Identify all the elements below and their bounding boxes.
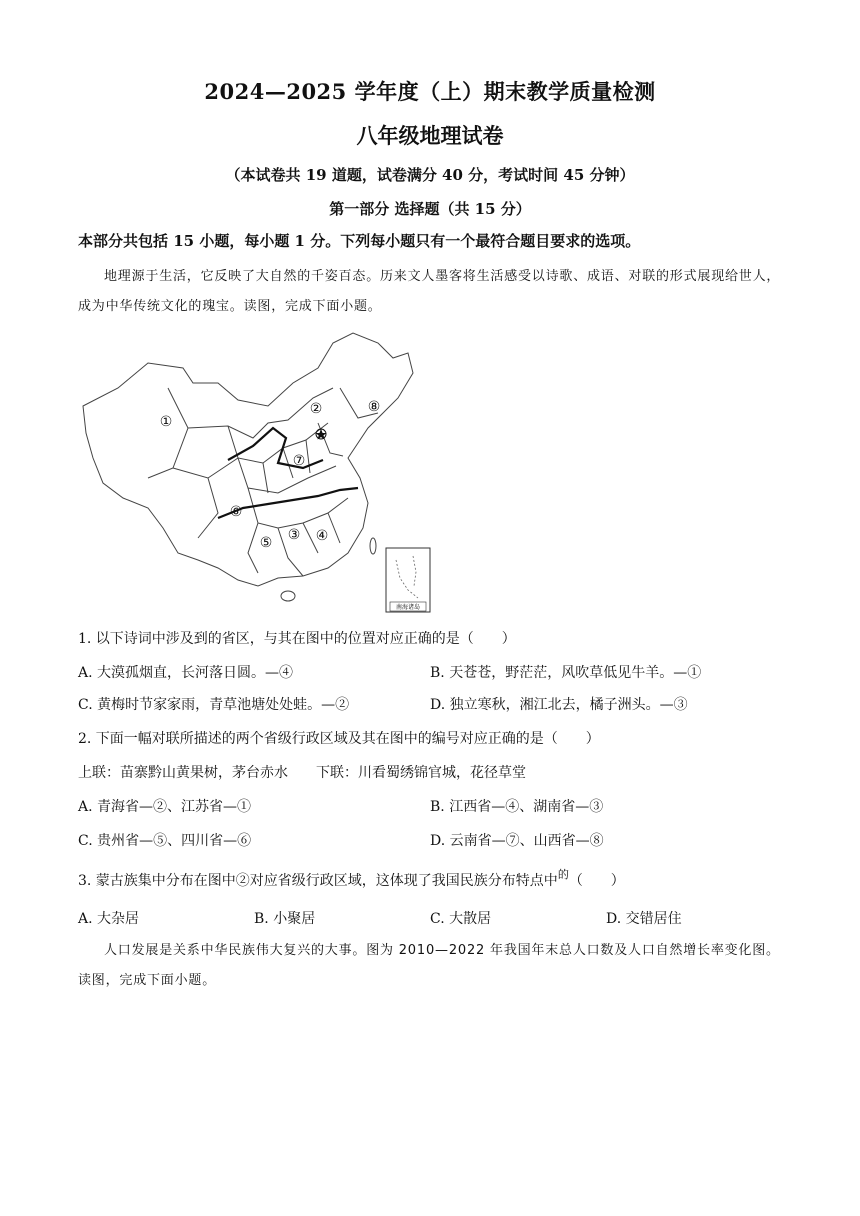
question-3-stem: 3. 蒙古族集中分布在图中②对应省级行政区域，这体现了我国民族分布特点中	[78, 873, 558, 889]
china-map	[78, 328, 438, 618]
q1-option-b[interactable]: B. 天苍苍，野茫茫，风吹草低见牛羊。—①	[430, 665, 702, 681]
map-label-1: ①	[159, 414, 173, 430]
exam-subtitle: 八年级地理试卷	[356, 123, 504, 148]
intro-paragraph-1: 地理源于生活，它反映了大自然的千姿百态。历来文人墨客将生活感受以诗歌、成语、对联的形式展现给世人，成为中华传统文化的瑰宝。读图，完成下面小题。	[78, 269, 781, 314]
q2-option-d[interactable]: D. 云南省—⑦、山西省—⑧	[430, 833, 604, 849]
exam-note: （本试卷共 19 道题，试卷满分 40 分，考试时间 45 分钟）	[225, 166, 635, 184]
question-1: 1. 以下诗词中涉及到的省区，与其在图中的位置对应正确的是（ ）	[78, 631, 516, 647]
q3-option-a[interactable]: A. 大杂居	[78, 911, 140, 927]
section-title: 第一部分 选择题（共 15 分）	[329, 200, 531, 218]
q3-option-d[interactable]: D. 交错居住	[606, 911, 682, 927]
q1-option-a[interactable]: A. 大漠孤烟直，长河落日圆。—④	[78, 665, 294, 681]
exam-title: 2024—2025 学年度（上）期末教学质量检测	[204, 79, 656, 104]
q2-option-a[interactable]: A. 青海省—②、江苏省—①	[78, 799, 252, 815]
map-label-3: ③	[287, 527, 301, 543]
inset-label: 南海诸岛	[395, 604, 421, 611]
section-instructions: 本部分共包括 15 小题，每小题 1 分。下列每小题只有一个最符合题目要求的选项。	[78, 232, 641, 250]
question-3-tail: （ ）	[568, 873, 625, 889]
question-3-sup: 的	[557, 868, 569, 881]
question-2: 2. 下面一幅对联所描述的两个省级行政区域及其在图中的编号对应正确的是（ ）	[78, 731, 600, 747]
q3-option-b[interactable]: B. 小聚居	[254, 911, 316, 927]
map-label-6: ⑥	[229, 504, 243, 520]
question-3	[78, 870, 625, 890]
map-label-2: ②	[309, 401, 323, 417]
map-label-7: ⑦	[292, 453, 306, 469]
couplet: 上联：苗寨黔山黄果树，茅台赤水 下联：川看蜀绣锦官城，花径草堂	[78, 765, 526, 781]
q2-option-c[interactable]: C. 贵州省—⑤、四川省—⑥	[78, 833, 252, 849]
q1-option-d[interactable]: D. 独立寒秋，湘江北去，橘子洲头。—③	[430, 697, 688, 713]
map-label-8: ⑧	[367, 399, 381, 415]
q1-option-c[interactable]: C. 黄梅时节家家雨，青草池塘处处蛙。—②	[78, 697, 350, 713]
intro-paragraph-2: 人口发展是关系中华民族伟大复兴的大事。图为 2010—2022 年我国年末总人口数及人口自然增长率变化图。读图，完成下面小题。	[78, 943, 780, 988]
map-label-4: ④	[315, 528, 329, 544]
map-label-5: ⑤	[259, 535, 273, 551]
q3-option-c[interactable]: C. 大散居	[430, 911, 492, 927]
q2-option-b[interactable]: B. 江西省—④、湖南省—③	[430, 799, 604, 815]
